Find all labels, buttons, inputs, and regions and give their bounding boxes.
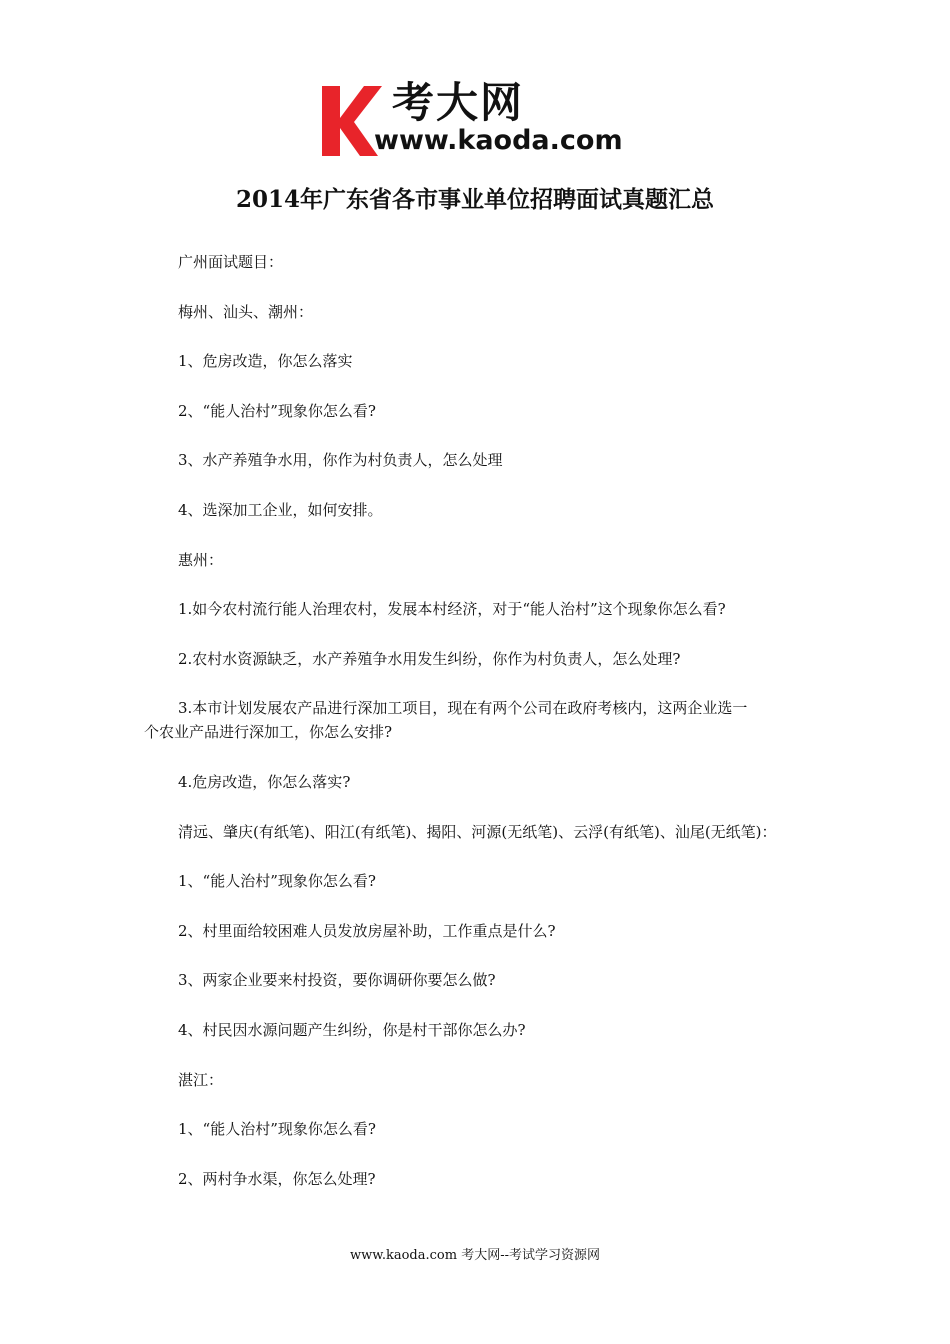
paragraph: 2、两村争水渠，你怎么处理? [178,1169,376,1188]
paragraph: 清远、肇庆(有纸笔)、阳江(有纸笔)、揭阳、河源(无纸笔)、云浮(有纸笔)、汕尾(无纸笔)： [178,822,777,841]
logo-brand-name: 考大网 [392,78,525,127]
paragraph: 3、水产养殖争水用，你作为村负责人，怎么处理 [178,451,503,470]
paragraph: 1.如今农村流行能人治理农村，发展本村经济，对于“能人治村”这个现象你怎么看? [178,600,726,619]
paragraph: 4、选深加工企业，如何安排。 [178,500,383,519]
paragraph: 2、村里面给较困难人员发放房屋补助，工作重点是什么? [178,921,556,940]
page-footer: www.kaoda.com 考大网--考试学习资源网 [350,1248,600,1263]
paragraph: 广州面试题目： [178,253,284,271]
paragraph: 湛江： [178,1070,224,1089]
logo-brand-url: www.kaoda.com [374,125,623,156]
paragraph: 2.农村水资源缺乏，水产养殖争水用发生纠纷，你作为村负责人，怎么处理? [178,649,681,668]
paragraph: 3、两家企业要来村投资，要你调研你要怎么做? [178,971,496,990]
paragraph: 1、危房改造，你怎么落实 [178,352,353,371]
paragraph: 惠州： [178,550,224,569]
paragraph: 4.危房改造，你怎么落实? [178,772,351,791]
paragraph-multiline [144,696,818,744]
paragraph: 1、“能人治村”现象你怎么看? [178,872,376,891]
paragraph-line: 3.本市计划发展农产品进行深加工项目，现在有两个公司在政府考核内，这两企业选一 [178,699,748,718]
paragraph: 梅州、汕头、潮州： [178,302,314,321]
paragraph: 4、村民因水源问题产生纠纷，你是村干部你怎么办? [178,1020,526,1039]
document-body [144,250,818,1216]
paragraph: 1、“能人治村”现象你怎么看? [178,1120,376,1139]
page-title: 2014年广东省各市事业单位招聘面试真题汇总 [235,186,714,213]
paragraph: 2、“能人治村”现象你怎么看? [178,401,376,420]
paragraph-continuation: 个农业产品进行深加工，你怎么安排? [144,723,393,742]
kaoda-logo [318,78,638,164]
